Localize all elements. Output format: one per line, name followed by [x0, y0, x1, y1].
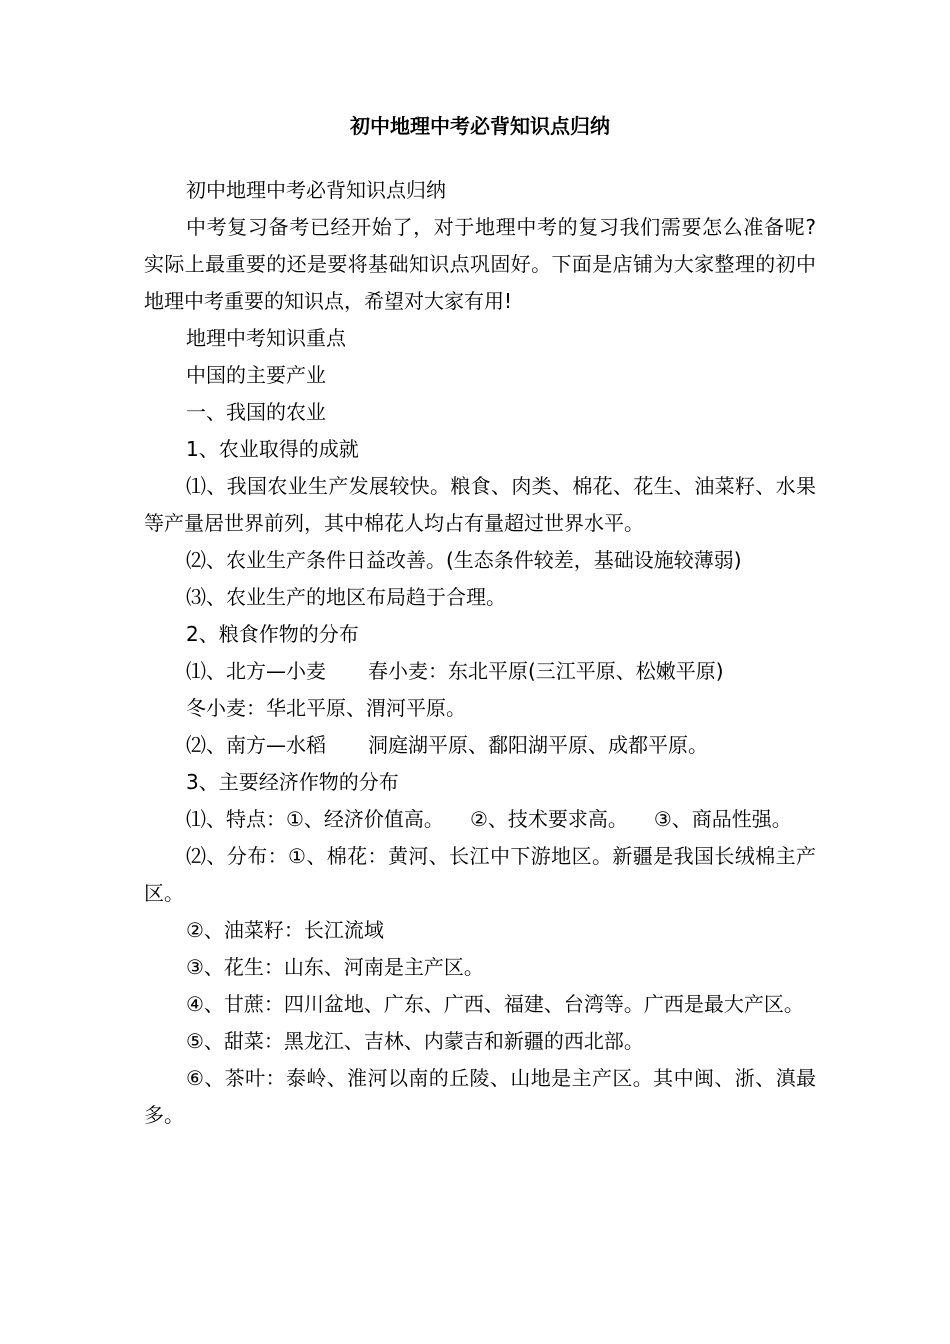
north-crop-label: ⑴、北方—小麦	[186, 659, 326, 683]
cash-crop-item: ⑵、分布：①、棉花：黄河、长江中下游地区。新疆是我国长绒棉主产区。	[144, 844, 816, 905]
paragraph: ⑵、农业生产条件日益改善。(生态条件较差，基础设施较薄弱)	[186, 548, 742, 572]
paragraph: 2、粮食作物的分布	[186, 622, 359, 646]
paragraph: ⑶、农业生产的地区布局趋于合理。	[186, 585, 506, 609]
paragraph: 初中地理中考必背知识点归纳	[186, 178, 446, 202]
feature-2: ②、技术要求高。	[469, 807, 628, 831]
cash-crops-features	[144, 801, 816, 838]
document-title: 初中地理中考必背知识点归纳	[350, 114, 610, 138]
south-crop-label: ⑵、南方—水稻	[186, 733, 326, 757]
paragraph: ⑴、我国农业生产发展较快。粮食、肉类、棉花、花生、油菜籽、水果等产量居世界前列，其中棉花人均占有量超过世界水平。	[144, 474, 816, 535]
paragraph: 1、农业取得的成就	[186, 437, 359, 461]
north-winter-wheat: 冬小麦：华北平原、渭河平原。	[186, 696, 466, 720]
cash-crop-item: ③、花生：山东、河南是主产区。	[186, 955, 484, 979]
north-spring-wheat: 春小麦：东北平原(三江平原、松嫩平原)	[368, 659, 724, 683]
north-crop-line	[144, 653, 816, 690]
cash-crop-item: ⑥、茶叶：泰岭、淮河以南的丘陵、山地是主产区。其中闽、浙、滇最多。	[144, 1066, 816, 1127]
paragraph: 地理中考知识重点	[186, 326, 346, 350]
feature-3: ③、商品性强。	[653, 807, 792, 831]
paragraph: 一、我国的农业	[186, 400, 326, 424]
cash-crops-heading: 3、主要经济作物的分布	[186, 770, 399, 794]
south-crop-line	[144, 727, 816, 764]
paragraph: 中考复习备考已经开始了，对于地理中考的复习我们需要怎么准备呢?实际上最重要的还是要将基础知识点巩固好。下面是店铺为大家整理的初中地理中考重要的知识点，希望对大家有用!	[144, 215, 816, 313]
paragraph: 中国的主要产业	[186, 363, 326, 387]
south-rice-regions: 洞庭湖平原、鄱阳湖平原、成都平原。	[368, 733, 708, 757]
cash-crop-item: ⑤、甜菜：黑龙江、吉林、内蒙吉和新疆的西北部。	[186, 1029, 644, 1053]
feature-1: ⑴、特点：①、经济价值高。	[186, 807, 444, 831]
cash-crop-item: ②、油菜籽：长江流域	[186, 918, 384, 942]
cash-crop-item: ④、甘蔗：四川盆地、广东、广西、福建、台湾等。广西是最大产区。	[186, 992, 804, 1016]
document-body	[144, 172, 816, 1134]
